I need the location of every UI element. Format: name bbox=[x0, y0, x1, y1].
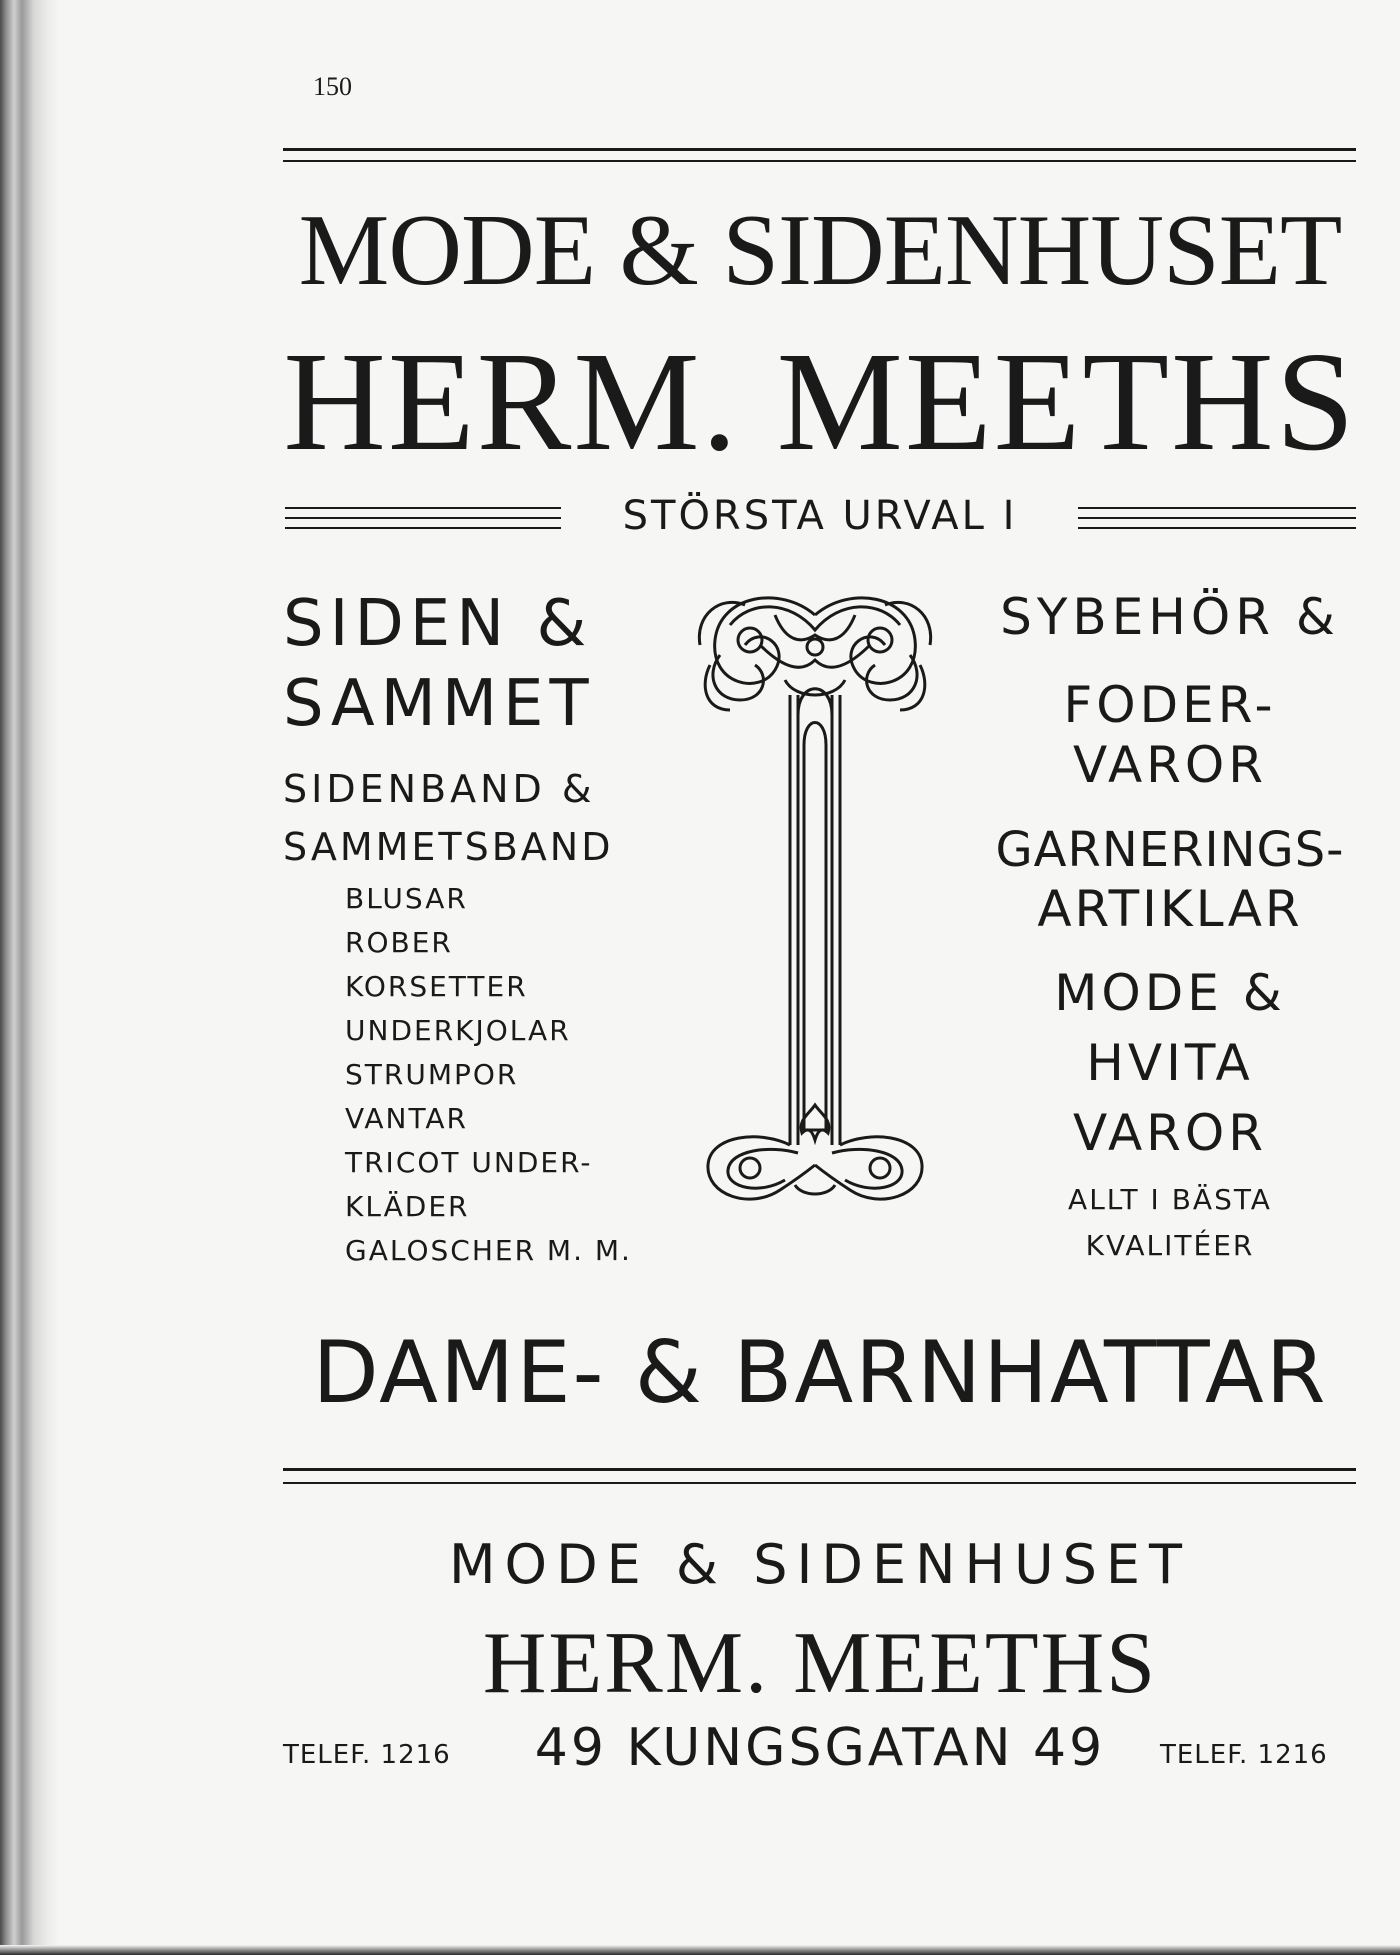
right-line-1: SYBEHÖR & bbox=[1000, 588, 1340, 646]
list-item: ROBER bbox=[345, 926, 453, 959]
left-heading-1: SIDEN & bbox=[283, 587, 593, 661]
list-item: BLUSAR bbox=[345, 882, 468, 915]
right-line-3: VAROR bbox=[1072, 736, 1268, 794]
page-number: 150 bbox=[313, 72, 352, 101]
left-heading-2: SAMMET bbox=[283, 667, 595, 741]
left-sub-1: SIDENBAND & bbox=[283, 767, 596, 811]
tagline-rule-right-2 bbox=[1078, 517, 1356, 519]
tagline-rule-left-2 bbox=[285, 517, 561, 519]
right-line-8: VAROR bbox=[1072, 1104, 1268, 1162]
list-item: KLÄDER bbox=[345, 1190, 470, 1223]
footer-line1: MODE & SIDENHUSET bbox=[448, 1533, 1192, 1596]
footer-address: 49 KUNGSGATAN 49 bbox=[534, 1718, 1106, 1778]
right-line-7: HVITA bbox=[1086, 1034, 1254, 1092]
left-items-list bbox=[345, 882, 632, 1281]
footer-phone-left: TELEF. 1216 bbox=[283, 1740, 451, 1770]
list-item: TRICOT UNDER- bbox=[345, 1146, 593, 1179]
tagline-rule-right-3 bbox=[1078, 527, 1356, 529]
header-title-line2: HERM. MEETHS bbox=[283, 322, 1357, 480]
right-line-4: GARNERINGS- bbox=[995, 822, 1345, 878]
header-title-line1: MODE & SIDENHUSET bbox=[298, 194, 1342, 307]
list-item: GALOSCHER M. M. bbox=[345, 1234, 632, 1267]
tagline-rule-left-3 bbox=[285, 527, 561, 529]
art-nouveau-column-ornament-icon bbox=[690, 585, 940, 1225]
header-tagline: STÖRSTA URVAL I bbox=[622, 493, 1018, 539]
right-line-6: MODE & bbox=[1054, 964, 1286, 1022]
top-rule-thin bbox=[283, 160, 1356, 162]
book-spine-edge bbox=[0, 0, 60, 1955]
tagline-rule-left-1 bbox=[285, 507, 561, 509]
list-item: KORSETTER bbox=[345, 970, 528, 1003]
footer-line2: HERM. MEETHS bbox=[482, 1615, 1158, 1712]
list-item: STRUMPOR bbox=[345, 1058, 519, 1091]
left-sub-2: SAMMETSBAND bbox=[283, 825, 614, 869]
middle-rule-thin bbox=[283, 1482, 1356, 1484]
hats-heading: DAME- & BARNHATTAR bbox=[312, 1323, 1328, 1423]
right-line-2: FODER- bbox=[1063, 676, 1277, 734]
right-small-1: ALLT I BÄSTA bbox=[1068, 1183, 1272, 1216]
tagline-rule-right-1 bbox=[1078, 507, 1356, 509]
top-rule-thick bbox=[283, 148, 1356, 151]
footer-phone-right: TELEF. 1216 bbox=[1160, 1740, 1328, 1770]
middle-rule-thick bbox=[283, 1468, 1356, 1471]
list-item: VANTAR bbox=[345, 1102, 469, 1135]
right-line-5: ARTIKLAR bbox=[1037, 880, 1303, 938]
right-small-2: KVALITÉER bbox=[1085, 1229, 1255, 1262]
list-item: UNDERKJOLAR bbox=[345, 1014, 571, 1047]
page-bottom-edge bbox=[0, 1945, 1400, 1955]
